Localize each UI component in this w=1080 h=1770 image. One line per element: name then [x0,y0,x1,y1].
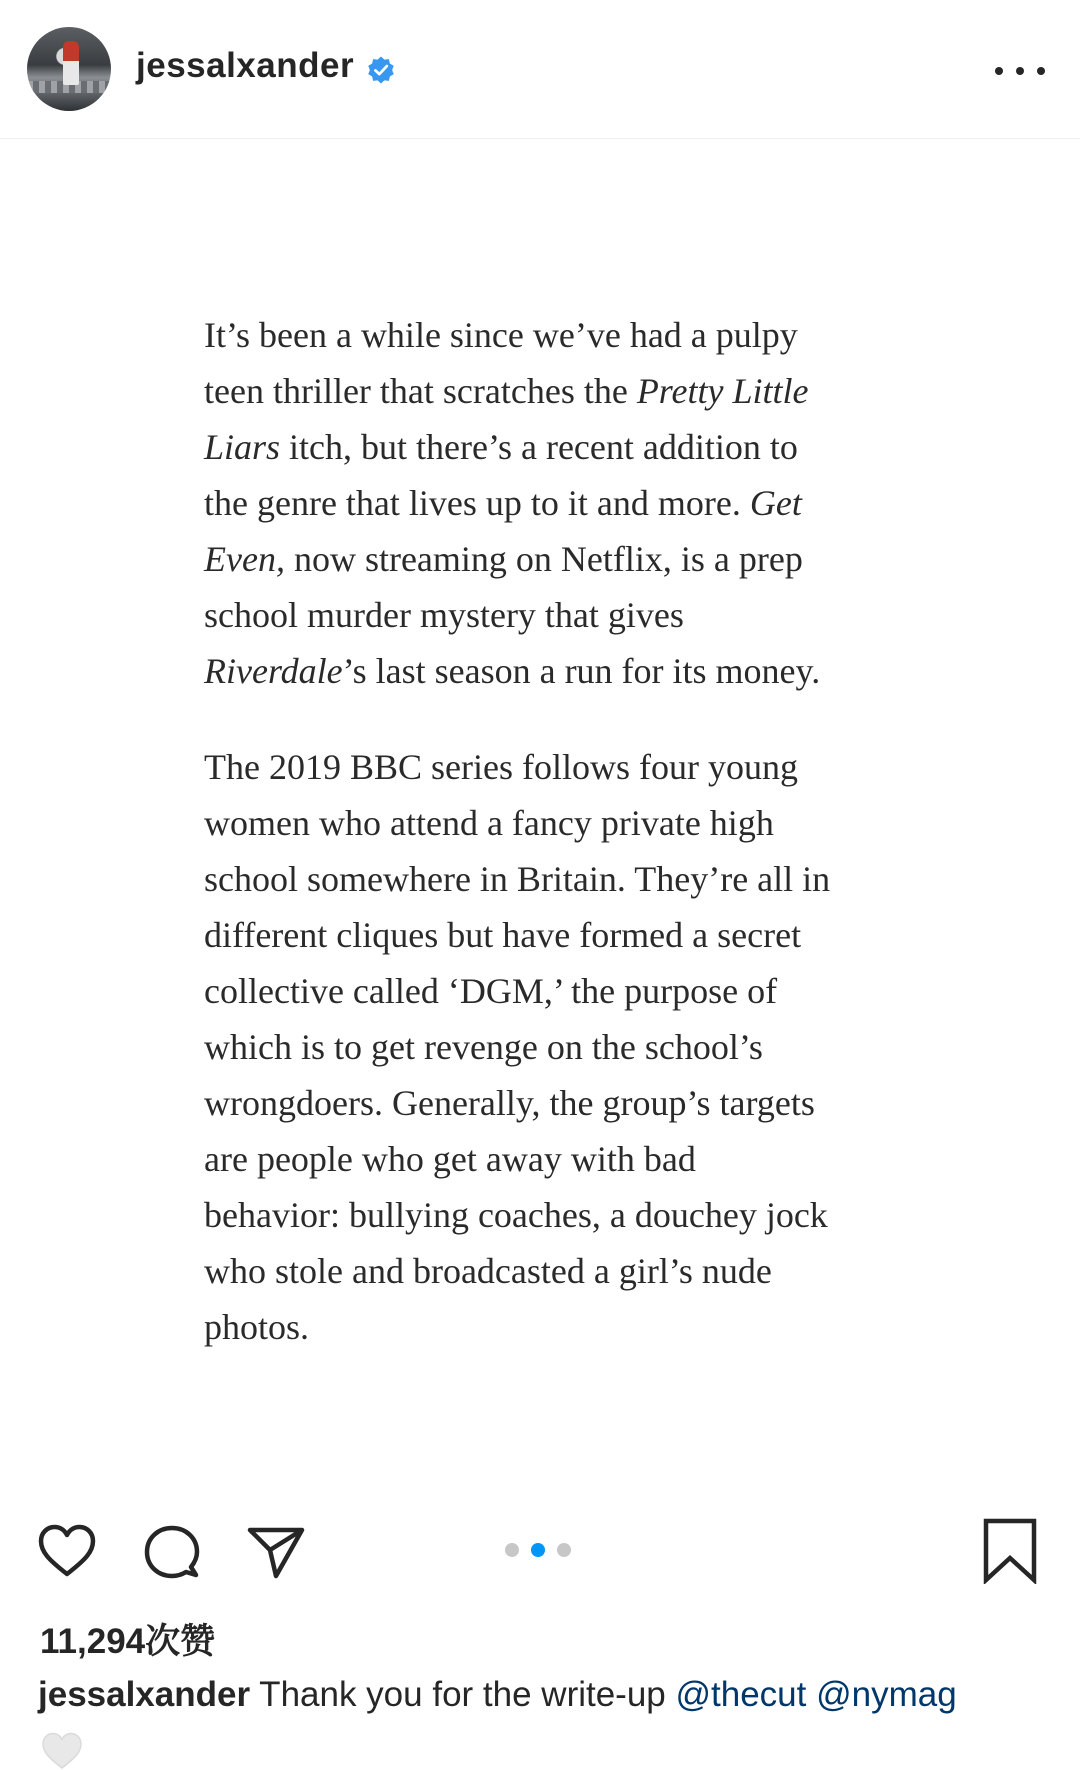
mention-thecut[interactable]: @thecut [675,1675,807,1714]
article-text-segment: which is to get revenge on the school’s [204,1027,763,1067]
article-text-segment: photos. [204,1307,310,1347]
bookmark-icon[interactable] [982,1518,1038,1584]
article-line [204,851,914,907]
carousel-dot [557,1543,571,1557]
post-image[interactable] [0,139,1080,1489]
post-header [0,0,1080,139]
article-line [204,363,914,419]
article-line [204,475,914,531]
article-paragraph-1 [204,307,914,699]
article-line [204,587,914,643]
article-italic-text: Liars [204,427,281,467]
like-count[interactable]: 11,294次赞 [40,1622,216,1661]
article-line [204,1075,914,1131]
article-italic-text: Even, [204,539,285,579]
article-line [204,1019,914,1075]
post-username[interactable]: jessalxander [136,46,355,85]
article-line [204,963,914,1019]
more-dot [995,67,1003,75]
article-line [204,643,914,699]
article-line [204,307,914,363]
article-text-segment: different cliques but have formed a secret [204,915,802,955]
article-text-segment: itch, but there’s a recent addition to [280,427,798,467]
share-icon[interactable] [246,1522,306,1582]
verified-badge-icon [366,55,396,85]
article-line [204,1243,914,1299]
article-text-segment: school somewhere in Britain. They’re all in [204,859,831,899]
article-text-segment: the genre that lives up to it and more. [204,483,750,523]
mention-nymag[interactable]: @nymag [816,1675,957,1714]
article-text-segment: ’s last season a run for its money. [342,651,821,691]
article-line [204,1131,914,1187]
article-text-segment: women who attend a fancy private high [204,803,774,843]
article-italic-text: Pretty Little [636,371,809,411]
article-italic-text: Riverdale [204,651,343,691]
article-text-segment: The 2019 BBC series follows four young [204,747,798,787]
article-text-segment: teen thriller that scratches the [204,371,637,411]
avatar-photo-figure [63,41,79,85]
article-italic-text: Get [749,483,802,523]
carousel-dot-active [531,1543,545,1557]
floating-heart-icon [40,1730,84,1770]
article-line [204,419,914,475]
more-dot [1037,67,1045,75]
post-caption [38,1675,957,1715]
article-text-segment: who stole and broadcasted a girl’s nude [204,1251,772,1291]
article-text-segment: now streaming on Netflix, is a prep [284,539,803,579]
article-text-segment: are people who get away with bad [204,1139,696,1179]
comment-icon[interactable] [142,1522,202,1582]
profile-avatar[interactable] [27,27,111,111]
more-options-icon[interactable] [995,56,1045,86]
article-line [204,1187,914,1243]
article-text-segment: It’s been a while since we’ve had a pulpy [204,315,798,355]
caption-text: Thank you for the write-up [250,1675,676,1714]
caption-username[interactable]: jessalxander [38,1675,251,1714]
article-text-segment: wrongdoers. Generally, the group’s targets [204,1083,815,1123]
more-dot [1016,67,1024,75]
carousel-dot [505,1543,519,1557]
carousel-indicator [505,1543,575,1559]
heart-icon[interactable] [37,1522,97,1582]
article-paragraph-2 [204,739,914,1355]
article-text [204,307,914,1355]
article-text-segment: behavior: bullying coaches, a douchey jock [204,1195,828,1235]
article-text-segment: collective called ‘DGM,’ the purpose of [204,971,778,1011]
article-text-segment: school murder mystery that gives [204,595,684,635]
article-line [204,795,914,851]
article-line [204,531,914,587]
article-line [204,907,914,963]
article-line [204,1299,914,1355]
article-line [204,739,914,795]
caption-space [806,1675,816,1714]
